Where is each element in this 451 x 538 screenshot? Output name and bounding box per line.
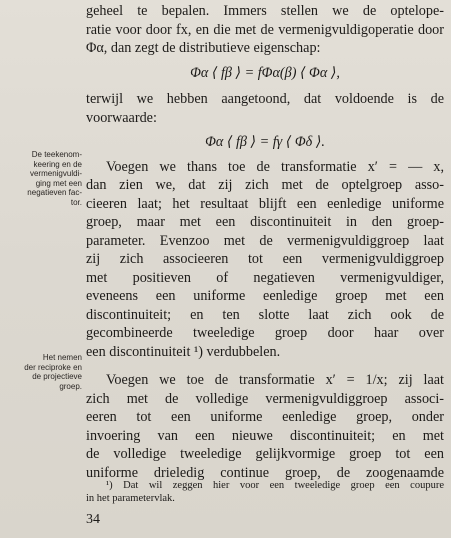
margin-note-line: vermenigvuldi-: [29, 169, 82, 179]
text-line: uniforme drieledig continue groep, de zoogenaamde: [86, 464, 444, 481]
text-line: gecombineerde tweeledige groep door haar over: [86, 325, 444, 341]
footnote-line: ¹) Dat wil zeggen hier voor een tweeledige groep een coupure: [106, 480, 444, 491]
main-text-block: [86, 2, 444, 482]
text-line: discontinuiteit; en ten slotte laat zich ook de: [86, 306, 444, 323]
text-line: parameter. Evenzoo met de vermenigvuldiggroep laat: [86, 232, 444, 249]
text-line: Voegen we thans toe de transformatie x′ = — x,: [106, 158, 444, 175]
footnote-line: in het parametervlak.: [86, 493, 175, 504]
text-line: voorwaarde:: [86, 109, 157, 126]
text-line: Φα, dan zegt de distributieve eigenschap:: [86, 40, 321, 56]
margin-note-sign-reversal: [2, 150, 82, 208]
text-line: zich met de volledige vermenigvuldiggroep associ-: [86, 390, 444, 407]
text-line: dan zien we, dat zij zich met de optelgroep asso-: [86, 177, 444, 193]
text-line: Voegen we toe de transformatie x′ = 1/x; zij laat: [106, 372, 444, 388]
text-line: ratie voor door fx, en die met de vermenigvuldigoperatie door: [86, 21, 444, 38]
margin-note-line: groep.: [59, 381, 82, 391]
margin-note-line: keering en de: [33, 159, 82, 169]
margin-note-reciprocal: [2, 353, 82, 391]
margin-note-line: Het nemen: [42, 353, 82, 362]
text-line: geheel te bepalen. Immers stellen we de optelope-: [86, 3, 444, 19]
text-line: terwijl we hebben aangetoond, dat voldoende is de: [86, 91, 444, 107]
text-line: cieeren laat; het resultaat blijft een eenledige uniforme: [86, 195, 444, 212]
margin-note-line: negatieven fac-: [27, 188, 82, 198]
text-line: met positieven of negatieven vermenigvuldiger,: [86, 269, 444, 286]
text-line: invoering van een nieuwe discontinuiteit; en met: [86, 427, 444, 444]
margin-note-line: de projectieve: [32, 372, 82, 382]
margin-note-line: De teekenom-: [31, 150, 82, 159]
text-line: groep, maar met een discontinuiteit in den groep-: [86, 214, 444, 230]
footnote: [86, 479, 444, 505]
formula-distributive: Φα ⟨ fβ ⟩ = fΦα(β) ⟨ Φα ⟩,: [190, 64, 340, 81]
text-line: een discontinuiteit ¹) verdubbelen.: [86, 343, 281, 360]
page-number: 34: [86, 512, 100, 527]
text-line: eeren tot een uniforme eenledige groep, onder: [86, 409, 444, 425]
margin-note-line: ging met een: [35, 178, 82, 188]
margin-note-line: tor.: [70, 197, 82, 207]
margin-note-line: der reciproke en: [24, 362, 82, 372]
text-line: eveneens een uniforme eenledige groep met een: [86, 288, 444, 304]
text-line: de volledige tweeledige gelijkvormige groep tot een: [86, 446, 444, 462]
text-line: zij zich associeeren tot een vermenigvuldiggroep: [86, 251, 444, 267]
formula-condition: Φα ⟨ fβ ⟩ = fγ ⟨ Φδ ⟩.: [205, 134, 325, 150]
